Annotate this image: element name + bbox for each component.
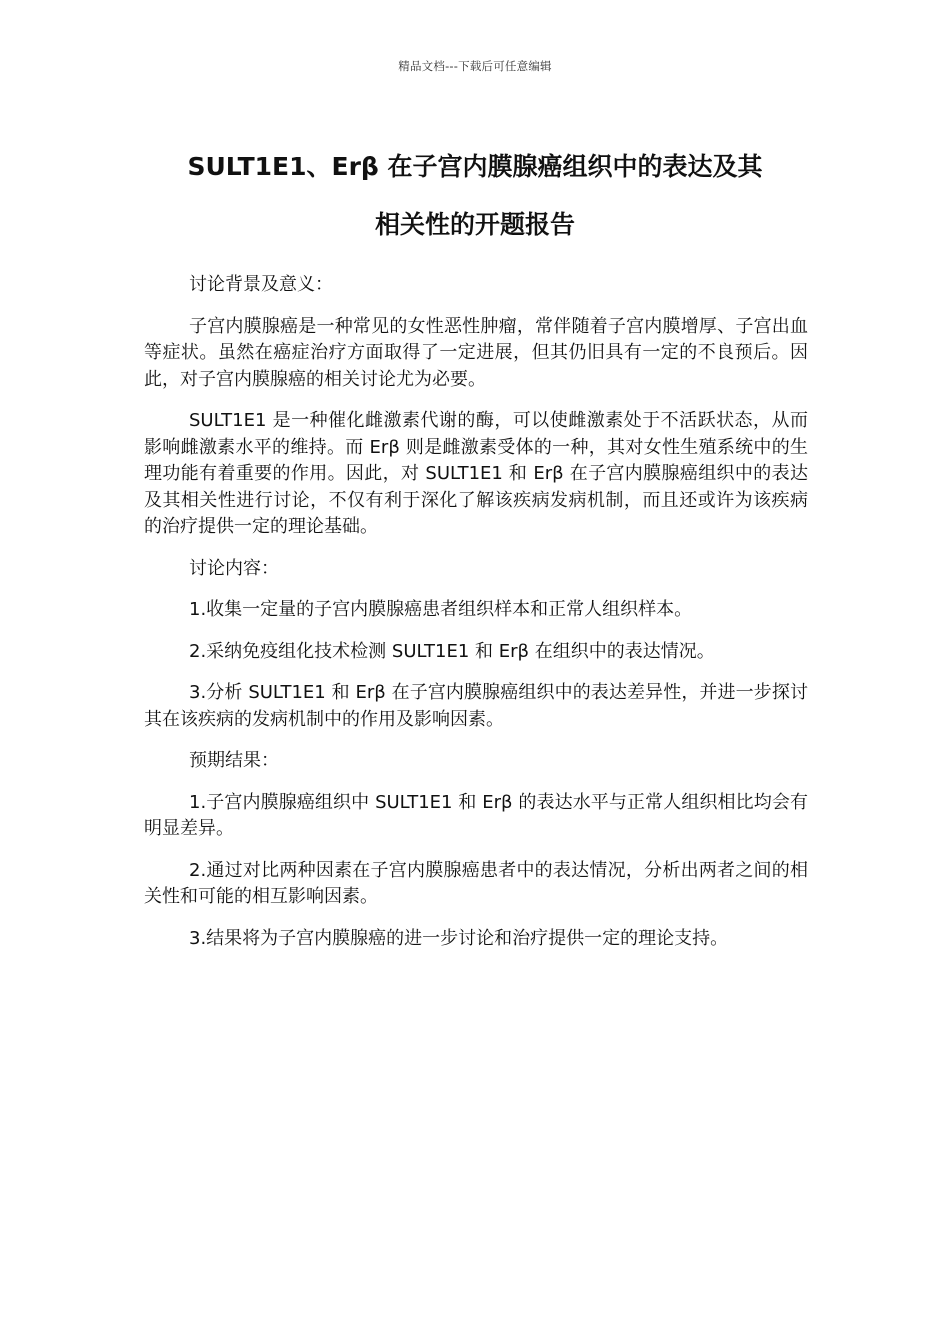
list-item-content-3: 3.分析 SULT1E1 和 Erβ 在子宫内膜腺癌组织中的表达差异性，并进一步探讨其在该疾病的发病机制中的作用及影响因素。 (144, 682, 808, 730)
paragraph-background-1: 子宫内膜腺癌是一种常见的女性恶性肿瘤，常伴随着子宫内膜增厚、子宫出血等症状。虽然在癌症治疗方面取得了一定进展，但其仍旧具有一定的不良预后。因此，对子宫内膜腺癌的相关讨论尤为必要。 (144, 315, 808, 390)
section-heading-results: 预期结果： (189, 750, 279, 771)
title-line-2: 相关性的开题报告 (374, 210, 575, 239)
document-title (100, 138, 850, 254)
section-heading-content: 讨论内容： (189, 557, 279, 579)
list-item-content-2: 2.采纳免疫组化技术检测 SULT1E1 和 Erβ 在组织中的表达情况。 (189, 640, 715, 662)
document-body (144, 272, 808, 967)
list-item-results-1: 1.子宫内膜腺癌组织中 SULT1E1 和 Erβ 的表达水平与正常人组织相比均会有明显差异。 (144, 791, 808, 839)
list-item-content-1: 1.收集一定量的子宫内膜腺癌患者组织样本和正常人组织样本。 (189, 599, 693, 620)
list-item-results-2: 2.通过对比两种因素在子宫内膜腺癌患者中的表达情况，分析出两者之间的相关性和可能的相互影响因素。 (144, 859, 808, 907)
list-item-results-3: 3.结果将为子宫内膜腺癌的进一步讨论和治疗提供一定的理论支持。 (189, 927, 729, 949)
section-heading-background: 讨论背景及意义： (189, 274, 333, 295)
title-line-1: SULT1E1、Erβ 在子宫内膜腺癌组织中的表达及其 (187, 152, 763, 181)
header-note: 精品文档---下载后可任意编辑 (398, 59, 552, 73)
paragraph-background-2: SULT1E1 是一种催化雌激素代谢的酶，可以使雌激素处于不活跃状态，从而影响雌激素水平的维持。而 Erβ 则是雌激素受体的一种，其对女性生殖系统中的生理功能有着重要的作用。因此，对 SULT1E1 和 Erβ 在子宫内膜腺癌组织中的表达及其相关性进行讨论，不仅有利于深化了解该疾病发病机制，而且还或许为该疾病的治疗提供一定的理论基础。 (144, 410, 808, 537)
